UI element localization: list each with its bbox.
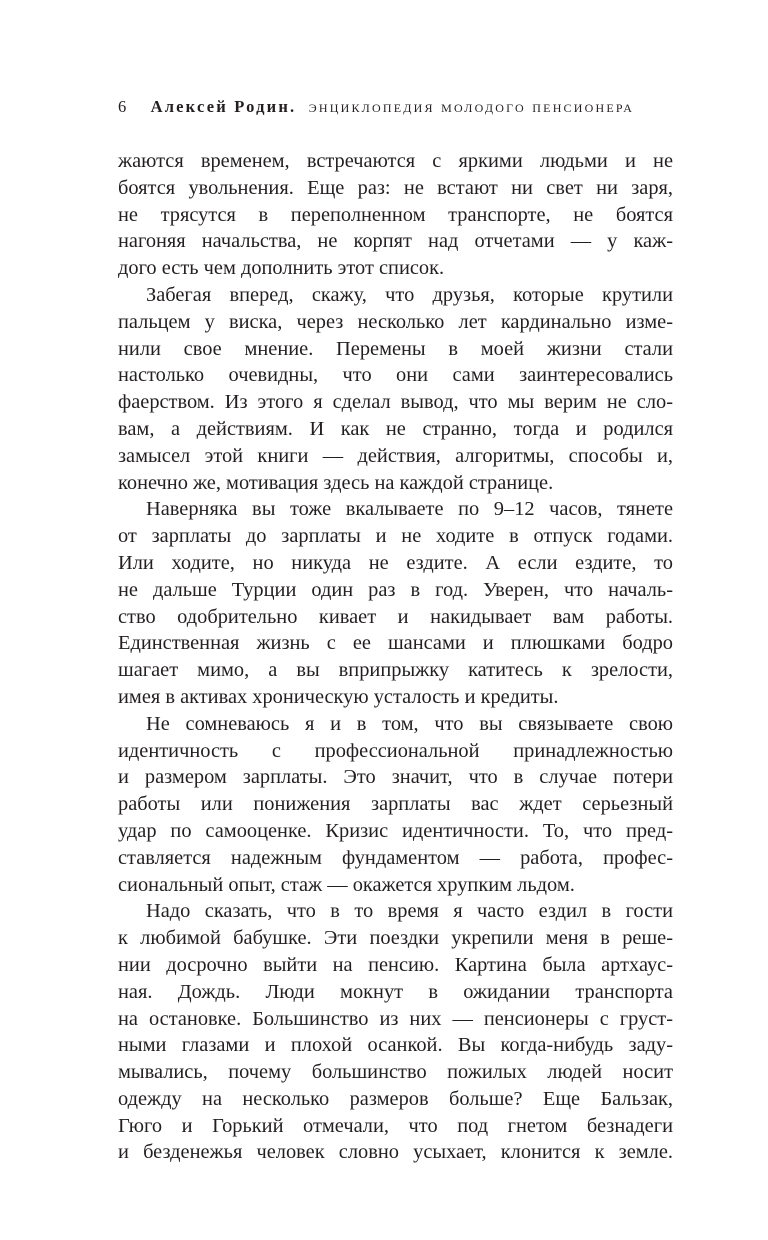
text-line: конечно же, мотивация здесь на каждой странице. — [118, 471, 554, 494]
text-line: идентичность с профессиональной принадлежностью — [118, 739, 673, 762]
text-line: сиональный опыт, стаж — окажется хрупким льдом. — [118, 873, 575, 896]
text-line: ная. Дождь. Люди мокнут в ожидании транспорта — [118, 980, 673, 1003]
text-line: и безденежья человек словно усыхает, клонится к земле. — [118, 1141, 673, 1164]
text-line: не трясутся в переполненном транспорте, не боятся — [118, 203, 673, 226]
running-header — [118, 97, 678, 117]
text-line: замысел этой книги — действия, алгоритмы, способы и, — [118, 444, 673, 467]
text-line: жаются временем, встречаются с яркими людьми и не — [118, 150, 673, 172]
text-line: на остановке. Большинство из них — пенсионеры с груст- — [118, 1007, 673, 1030]
text-line: нили свое мнение. Перемены в моей жизни стали — [118, 337, 673, 360]
text-line: Наверняка вы тоже вкалываете по 9–12 часов, тянете — [146, 498, 673, 521]
text-line: нии досрочно выйти на пенсию. Картина была артхаус- — [118, 953, 673, 976]
text-line: к любимой бабушке. Эти поездки укрепили меня в реше- — [118, 927, 673, 950]
page-number: 6 — [118, 97, 127, 116]
text-line: имея в активах хроническую усталость и кредиты. — [118, 685, 559, 708]
text-line: Единственная жизнь с ее шансами и плюшками бодро — [118, 632, 673, 655]
text-line: ство одобрительно кивает и накидывает вам работы. — [118, 605, 673, 628]
text-line: не дальше Турции один раз в год. Уверен, что началь- — [118, 578, 673, 601]
text-line: Надо сказать, что в то время я часто ездил в гости — [146, 900, 673, 923]
text-line: настолько очевидны, что они сами заинтересовались — [118, 364, 673, 387]
text-line: и размером зарплаты. Это значит, что в случае потери — [118, 766, 673, 789]
text-line: одежду на несколько размеров больше? Еще Бальзак, — [118, 1087, 673, 1110]
book-title: энциклопедия молодого пенсионера — [308, 97, 635, 116]
text-line: шагает мимо, а вы вприпрыжку катитесь к зрелости, — [118, 659, 673, 682]
text-line: от зарплаты до зарплаты и не ходите в отпуск годами. — [118, 525, 673, 548]
text-line: мывались, почему большинство пожилых людей носит — [118, 1061, 673, 1084]
text-line: ставляется надежным фундаментом — работа, профес- — [118, 846, 673, 869]
text-line: Не сомневаюсь я и в том, что вы связываете свою — [146, 712, 673, 735]
text-line: Или ходите, но никуда не ездите. А если ездите, то — [118, 551, 673, 574]
text-line: пальцем у виска, через несколько лет кардинально изме- — [118, 310, 673, 333]
author-name: Алексей Родин. — [150, 97, 297, 116]
text-line: боятся увольнения. Еще раз: не встают ни свет ни заря, — [118, 176, 673, 199]
text-line: фаерством. Из этого я сделал вывод, что мы верим не сло- — [118, 391, 673, 414]
text-line: вам, а действиям. И как не странно, тогда и родился — [118, 417, 673, 440]
text-line: удар по самооценке. Кризис идентичности. То, что пред- — [118, 819, 673, 842]
text-line: нагоняя начальства, не корпят над отчетами — у каж- — [118, 230, 673, 253]
text-line: работы или понижения зарплаты вас ждет серьезный — [118, 793, 673, 816]
text-line: ными глазами и плохой осанкой. Вы когда-нибудь заду- — [118, 1034, 673, 1057]
body-text — [118, 148, 673, 1166]
text-line: Гюго и Горький отмечали, что под гнетом безнадеги — [118, 1114, 673, 1137]
text-line: дого есть чем дополнить этот список. — [118, 257, 445, 280]
text-line: Забегая вперед, скажу, что друзья, которые крутили — [146, 283, 673, 306]
